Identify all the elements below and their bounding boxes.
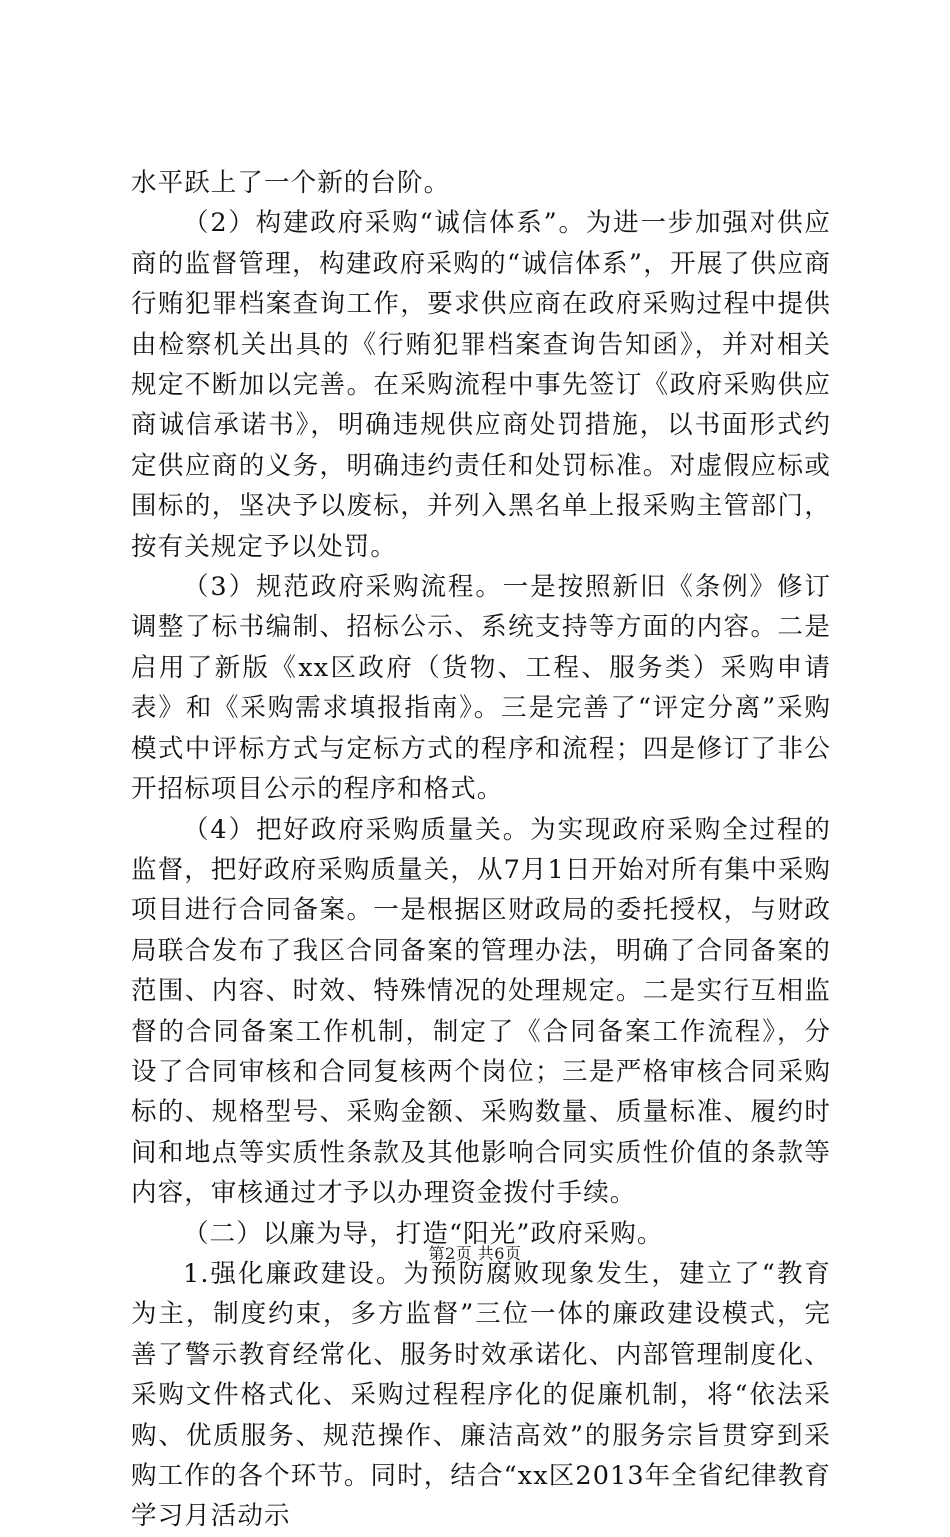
paragraph-continuation: 水平跃上了一个新的台阶。	[131, 168, 451, 198]
section-heading-sunshine-procurement: （二）以廉为导，打造“阳光”政府采购。	[183, 1218, 664, 1249]
page-number-footer: 第2页 共6页	[428, 1244, 522, 1263]
paragraph-integrity-system: （2）构建政府采购“诚信体系”。为进一步加强对供应商的监督管理，构建政府采购的“诚信体系”，开展了供应商行贿犯罪档案查询工作，要求供应商在政府采购过程中提供由检察机关出具的《行贿犯罪档案查询告知函》，并对相关规定不断加以完善。在采购流程中事先签订《政府采购供应商诚信承诺书》，明确违规供应商处罚措施，以书面形式约定供应商的义务，明确违约责任和处罚标准。对虚假应标或围标的，坚决予以废标，并列入黑名单上报采购主管部门，按有关规定予以处罚。	[131, 208, 831, 562]
paragraph-procurement-process: （3）规范政府采购流程。一是按照新旧《条例》修订调整了标书编制、招标公示、系统支持等方面的内容。二是启用了新版《xx区政府（货物、工程、服务类）采购申请表》和《采购需求填报指南》。三是完善了“评定分离”采购模式中评标方式与定标方式的程序和流程；四是修订了非公开招标项目公示的程序和格式。	[131, 572, 831, 805]
document-body	[131, 163, 831, 1537]
paragraph-integrity-building: 1.强化廉政建设。为预防腐败现象发生，建立了“教育为主，制度约束，多方监督”三位一体的廉政建设模式，完善了警示教育经常化、服务时效承诺化、内部管理制度化、采购文件格式化、采购过程程序化的促廉机制，将“依法采购、优质服务、规范操作、廉洁高效”的服务宗旨贯穿到采购工作的各个环节。同时，结合“xx区2013年全省纪律教育学习月活动示	[131, 1258, 831, 1532]
paragraph-quality-control: （4）把好政府采购质量关。为实现政府采购全过程的监督，把好政府采购质量关，从7月1日开始对所有集中采购项目进行合同备案。一是根据区财政局的委托授权，与财政局联合发布了我区合同备案的管理办法，明确了合同备案的范围、内容、时效、特殊情况的处理规定。二是实行互相监督的合同备案工作机制，制定了《合同备案工作流程》，分设了合同审核和合同复核两个岗位；三是严格审核合同采购标的、规格型号、采购金额、采购数量、质量标准、履约时间和地点等实质性条款及其他影响合同实质性价值的条款等内容，审核通过才予以办理资金拨付手续。	[131, 814, 831, 1209]
